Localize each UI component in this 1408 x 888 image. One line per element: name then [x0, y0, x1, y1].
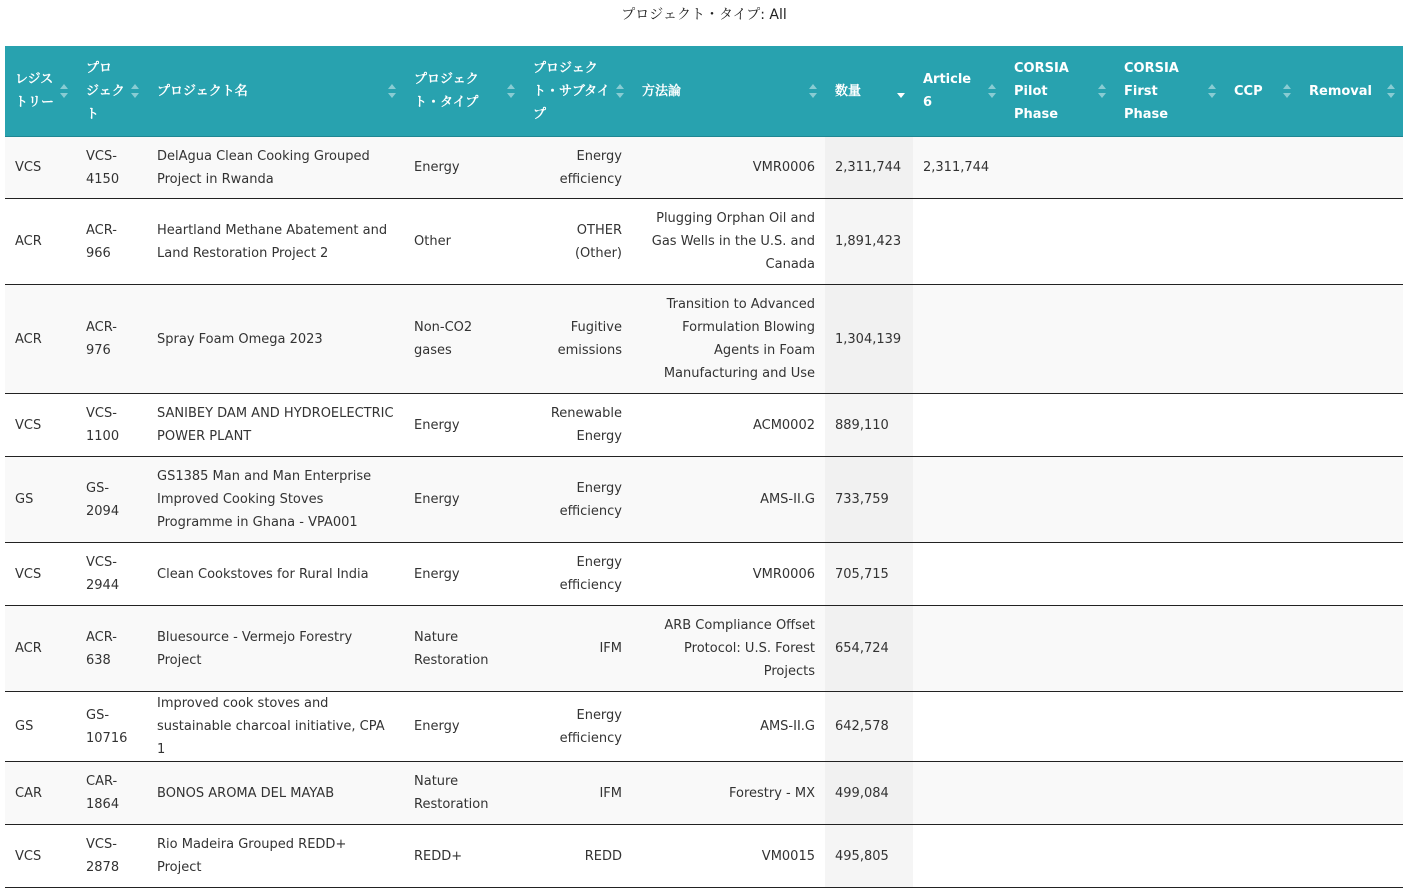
sort-icon — [988, 83, 996, 99]
table-row — [5, 606, 1403, 692]
column-header-label: プロジェクト — [86, 60, 125, 122]
cell-name: BONOS AROMA DEL MAYAB — [147, 762, 404, 825]
column-header-label: CORSIA Pilot Phase — [1014, 60, 1069, 122]
cell-removal — [1299, 394, 1403, 457]
cell-subtype: IFM — [523, 762, 632, 825]
cell-corsia_pilot — [1004, 457, 1114, 543]
cell-subtype: IFM — [523, 606, 632, 692]
cell-type: Energy — [404, 543, 523, 606]
column-header-label: プロジェクト名 — [157, 83, 248, 99]
cell-registry: GS — [5, 692, 76, 762]
column-header-label: プロジェクト・タイプ — [414, 72, 479, 110]
cell-type: Other — [404, 199, 523, 285]
cell-methodology: Forestry - MX — [632, 762, 825, 825]
cell-registry: VCS — [5, 394, 76, 457]
column-header-methodology[interactable] — [632, 46, 825, 137]
table-row — [5, 199, 1403, 285]
column-header-label: CCP — [1234, 83, 1263, 99]
cell-name: SANIBEY DAM AND HYDROELECTRIC POWER PLANT — [147, 394, 404, 457]
table-row — [5, 285, 1403, 394]
cell-ccp — [1224, 394, 1299, 457]
sort-icon — [1098, 83, 1106, 99]
cell-methodology: AMS-II.G — [632, 457, 825, 543]
cell-ccp — [1224, 825, 1299, 888]
sort-icon — [60, 83, 68, 99]
cell-article6 — [913, 394, 1004, 457]
cell-type: Nature Restoration — [404, 606, 523, 692]
cell-quantity: 2,311,744 — [825, 137, 913, 199]
column-header-registry[interactable] — [5, 46, 76, 137]
cell-corsia_first — [1114, 285, 1224, 394]
cell-quantity: 889,110 — [825, 394, 913, 457]
cell-subtype: OTHER (Other) — [523, 199, 632, 285]
cell-corsia_first — [1114, 457, 1224, 543]
cell-project: VCS-2944 — [76, 543, 147, 606]
cell-project: CAR-1864 — [76, 762, 147, 825]
sort-desc-icon — [897, 83, 905, 99]
cell-type: REDD+ — [404, 825, 523, 888]
cell-registry: CAR — [5, 762, 76, 825]
column-header-removal[interactable] — [1299, 46, 1403, 137]
cell-type: Non-CO2 gases — [404, 285, 523, 394]
cell-ccp — [1224, 137, 1299, 199]
cell-subtype: Energy efficiency — [523, 543, 632, 606]
cell-name: Improved cook stoves and sustainable charcoal initiative, CPA 1 — [147, 692, 404, 762]
column-header-ccp[interactable] — [1224, 46, 1299, 137]
column-header-label: CORSIA First Phase — [1124, 60, 1179, 122]
cell-project: ACR-638 — [76, 606, 147, 692]
cell-quantity: 705,715 — [825, 543, 913, 606]
column-header-project[interactable] — [76, 46, 147, 137]
table-row — [5, 543, 1403, 606]
cell-registry: VCS — [5, 137, 76, 199]
cell-removal — [1299, 285, 1403, 394]
cell-methodology: AMS-II.G — [632, 692, 825, 762]
projects-table — [5, 46, 1403, 888]
cell-quantity: 1,891,423 — [825, 199, 913, 285]
cell-removal — [1299, 457, 1403, 543]
cell-quantity: 499,084 — [825, 762, 913, 825]
cell-type: Nature Restoration — [404, 762, 523, 825]
cell-corsia_pilot — [1004, 762, 1114, 825]
column-header-name[interactable] — [147, 46, 404, 137]
cell-methodology: VM0015 — [632, 825, 825, 888]
cell-registry: ACR — [5, 199, 76, 285]
table-row — [5, 137, 1403, 199]
cell-type: Energy — [404, 137, 523, 199]
column-header-label: Article 6 — [923, 72, 972, 110]
cell-registry: VCS — [5, 825, 76, 888]
cell-article6 — [913, 606, 1004, 692]
cell-article6 — [913, 285, 1004, 394]
cell-subtype: Energy efficiency — [523, 137, 632, 199]
cell-registry: ACR — [5, 606, 76, 692]
cell-name: GS1385 Man and Man Enterprise Improved Cooking Stoves Programme in Ghana - VPA001 — [147, 457, 404, 543]
cell-methodology: VMR0006 — [632, 543, 825, 606]
table-row — [5, 825, 1403, 888]
cell-quantity: 733,759 — [825, 457, 913, 543]
cell-registry: ACR — [5, 285, 76, 394]
column-header-subtype[interactable] — [523, 46, 632, 137]
cell-name: DelAgua Clean Cooking Grouped Project in Rwanda — [147, 137, 404, 199]
cell-removal — [1299, 692, 1403, 762]
cell-quantity: 654,724 — [825, 606, 913, 692]
cell-methodology: Transition to Advanced Formulation Blowing Agents in Foam Manufacturing and Use — [632, 285, 825, 394]
table-caption: プロジェクト・タイプ: All — [621, 7, 787, 23]
cell-subtype: REDD — [523, 825, 632, 888]
cell-removal — [1299, 543, 1403, 606]
cell-article6 — [913, 692, 1004, 762]
cell-quantity: 495,805 — [825, 825, 913, 888]
cell-corsia_pilot — [1004, 543, 1114, 606]
column-header-corsia_pilot[interactable] — [1004, 46, 1114, 137]
cell-type: Energy — [404, 394, 523, 457]
cell-methodology: Plugging Orphan Oil and Gas Wells in the U.S. and Canada — [632, 199, 825, 285]
cell-ccp — [1224, 457, 1299, 543]
cell-name: Spray Foam Omega 2023 — [147, 285, 404, 394]
cell-article6: 2,311,744 — [913, 137, 1004, 199]
cell-type: Energy — [404, 692, 523, 762]
sort-icon — [1283, 83, 1291, 99]
cell-removal — [1299, 606, 1403, 692]
cell-ccp — [1224, 199, 1299, 285]
cell-name: Rio Madeira Grouped REDD+ Project — [147, 825, 404, 888]
cell-corsia_first — [1114, 394, 1224, 457]
cell-corsia_first — [1114, 137, 1224, 199]
cell-subtype: Renewable Energy — [523, 394, 632, 457]
table-row — [5, 457, 1403, 543]
cell-corsia_pilot — [1004, 825, 1114, 888]
cell-quantity: 642,578 — [825, 692, 913, 762]
cell-project: GS-10716 — [76, 692, 147, 762]
cell-corsia_first — [1114, 606, 1224, 692]
cell-project: VCS-2878 — [76, 825, 147, 888]
cell-type: Energy — [404, 457, 523, 543]
column-header-label: レジストリー — [15, 72, 55, 110]
cell-name: Bluesource - Vermejo Forestry Project — [147, 606, 404, 692]
table-row — [5, 762, 1403, 825]
sort-icon — [616, 83, 624, 99]
table-row — [5, 692, 1403, 762]
cell-ccp — [1224, 762, 1299, 825]
sort-icon — [809, 83, 817, 99]
cell-corsia_first — [1114, 199, 1224, 285]
column-header-article6[interactable] — [913, 46, 1004, 137]
cell-ccp — [1224, 543, 1299, 606]
column-header-label: Removal — [1309, 83, 1373, 99]
cell-corsia_first — [1114, 825, 1224, 888]
cell-article6 — [913, 457, 1004, 543]
cell-project: ACR-976 — [76, 285, 147, 394]
column-header-label: 数量 — [835, 83, 862, 99]
cell-name: Clean Cookstoves for Rural India — [147, 543, 404, 606]
cell-article6 — [913, 825, 1004, 888]
cell-article6 — [913, 762, 1004, 825]
cell-corsia_pilot — [1004, 606, 1114, 692]
cell-corsia_pilot — [1004, 137, 1114, 199]
cell-removal — [1299, 137, 1403, 199]
cell-methodology: ARB Compliance Offset Protocol: U.S. Forest Projects — [632, 606, 825, 692]
cell-ccp — [1224, 285, 1299, 394]
cell-project: GS-2094 — [76, 457, 147, 543]
cell-quantity: 1,304,139 — [825, 285, 913, 394]
cell-subtype: Fugitive emissions — [523, 285, 632, 394]
cell-corsia_pilot — [1004, 394, 1114, 457]
column-header-label: 方法論 — [642, 83, 682, 99]
cell-registry: GS — [5, 457, 76, 543]
sort-icon — [131, 83, 139, 99]
sort-icon — [1387, 83, 1395, 99]
cell-removal — [1299, 825, 1403, 888]
cell-ccp — [1224, 606, 1299, 692]
cell-removal — [1299, 762, 1403, 825]
cell-subtype: Energy efficiency — [523, 692, 632, 762]
cell-project: VCS-1100 — [76, 394, 147, 457]
table-row — [5, 394, 1403, 457]
sort-icon — [507, 83, 515, 99]
cell-corsia_first — [1114, 543, 1224, 606]
sort-icon — [1208, 83, 1216, 99]
cell-subtype: Energy efficiency — [523, 457, 632, 543]
sort-icon — [388, 83, 396, 99]
cell-corsia_pilot — [1004, 285, 1114, 394]
cell-methodology: VMR0006 — [632, 137, 825, 199]
column-header-corsia_first[interactable] — [1114, 46, 1224, 137]
cell-removal — [1299, 199, 1403, 285]
cell-name: Heartland Methane Abatement and Land Restoration Project 2 — [147, 199, 404, 285]
column-header-quantity[interactable] — [825, 46, 913, 137]
cell-registry: VCS — [5, 543, 76, 606]
cell-project: VCS-4150 — [76, 137, 147, 199]
table-body — [5, 137, 1403, 888]
cell-methodology: ACM0002 — [632, 394, 825, 457]
cell-corsia_first — [1114, 762, 1224, 825]
cell-corsia_first — [1114, 692, 1224, 762]
cell-ccp — [1224, 692, 1299, 762]
column-header-label: プロジェクト・サブタイプ — [533, 60, 610, 122]
cell-article6 — [913, 199, 1004, 285]
cell-project: ACR-966 — [76, 199, 147, 285]
column-header-type[interactable] — [404, 46, 523, 137]
cell-article6 — [913, 543, 1004, 606]
cell-corsia_pilot — [1004, 692, 1114, 762]
header-row — [5, 46, 1403, 137]
cell-corsia_pilot — [1004, 199, 1114, 285]
